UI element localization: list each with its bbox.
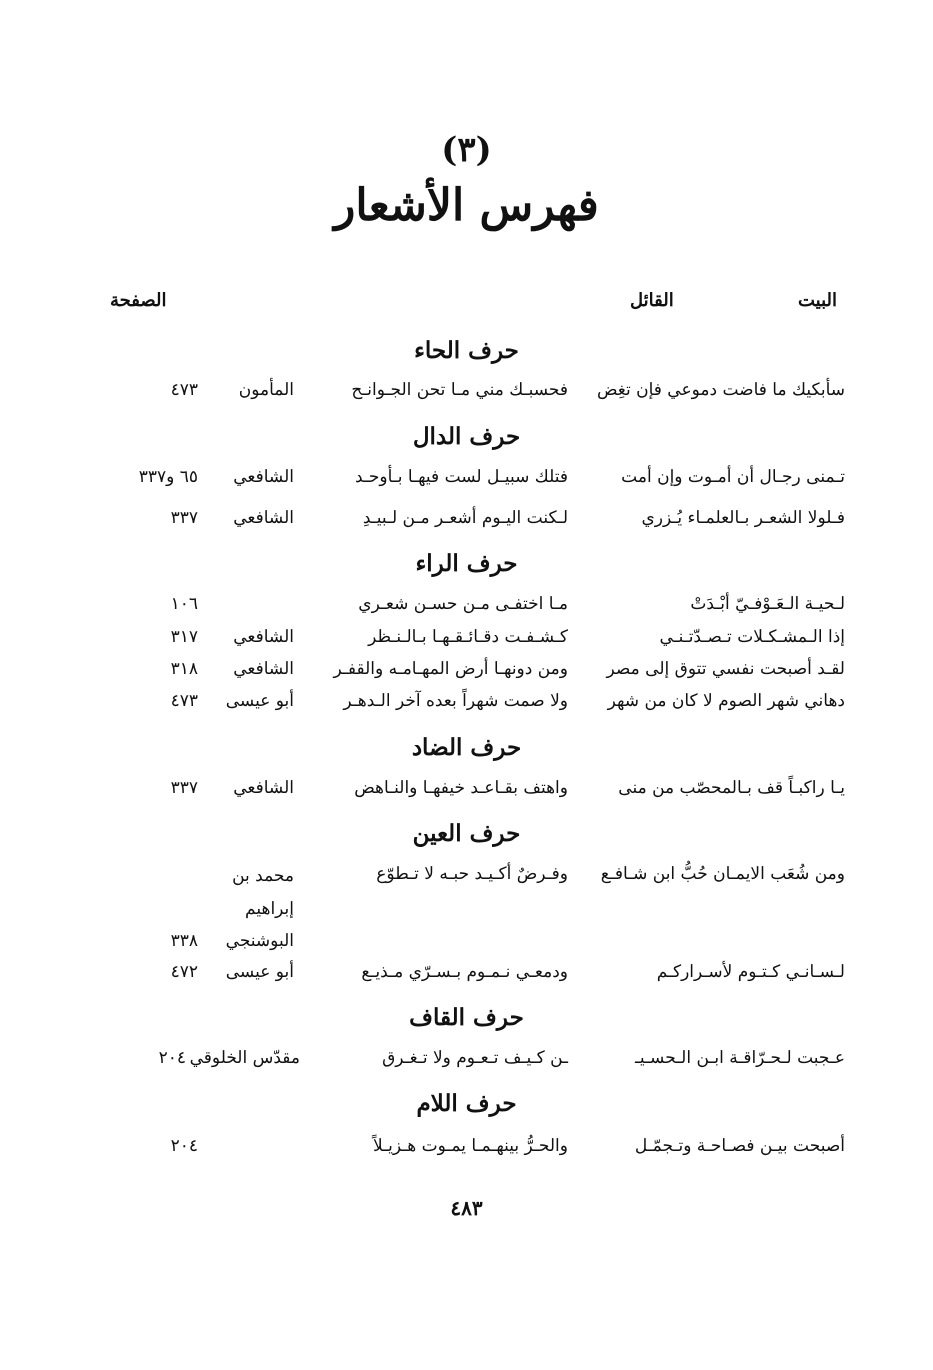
verse-second-hemistich: مـا اختفـى مـن حسـن شعـري [358,594,568,614]
verse-row [0,1048,933,1080]
verse-second-hemistich: ومن دونهـا أرض المهـامـه والقفـر [333,659,568,679]
section-heading-qaf: حرف القاف [409,1004,524,1031]
verse-poet: أبو عيسى [225,962,294,982]
verse-second-hemistich: لـكنت اليـوم أشعـر مـن لـبيـدِ [362,508,568,528]
verse-first-hemistich: سأبكيك ما فاضت دموعي فإن تغِض [596,380,845,400]
verse-first-hemistich: دهاني شهر الصوم لا كان من شهر [607,691,845,711]
verse-poet: الشافعي [233,659,294,679]
verse-row [0,931,933,963]
verse-poet: مقدّس الخلوقي [189,1048,300,1068]
verse-row [0,627,933,659]
verse-page: ١٠٦ [170,594,198,614]
verse-first-hemistich: لقـد أصبحت نفسي تتوق إلى مصر [606,659,845,679]
verse-first-hemistich: تـمنى رجـال أن أمـوت وإن أمت [621,467,845,487]
verse-second-hemistich: والحـرُّ بينهـمـا يمـوت هـزيـلاً [373,1136,568,1156]
verse-poet: المأمون [238,380,294,400]
index-title: فهرس الأشعار [334,180,599,231]
verse-page: ٤٧٣ [170,691,198,711]
verse-page: ٣٣٨ [170,931,198,951]
verse-poet-line: إبراهيم [245,899,294,919]
verse-row [0,778,933,810]
verse-poet: الشافعي [233,467,294,487]
verse-second-hemistich: ودمعـي نـمـوم بـسـرّي مـذيـع [361,962,568,982]
page-number: ٤٨٣ [450,1196,483,1220]
verse-page: ٣١٨ [170,659,198,679]
verse-row [0,864,933,896]
verse-first-hemistich: فـلولا الشعـر بـالعلمـاء يُـزري [641,508,845,528]
verse-second-hemistich: فحسبـك مني مـا تحن الجـوانـح [351,380,568,400]
verse-first-hemistich: لـسـانـي كـتـوم لأسـراركـم [656,962,845,982]
section-heading-ha: حرف الحاء [414,337,519,364]
verse-first-hemistich: ومن شُعَب الايمـان حُبُّ ابن شـافـع [600,864,845,884]
verse-second-hemistich: واهتف بقـاعـد خيفهـا والنـاهض [354,778,568,798]
verse-second-hemistich: ولا صمت شهراً بعده آخر الـدهـر [343,691,568,711]
verse-page: ٢٠٤ [158,1048,186,1068]
verse-second-hemistich: وفـرضٌ أكـيـد حبـه لا تـطوّع [376,864,568,884]
verse-first-hemistich: يـا راكبـاً قف بـالمحصّب من منى [618,778,845,798]
verse-page: ٢٠٤ [170,1136,198,1156]
verse-page: ٤٧٢ [170,962,198,982]
verse-first-hemistich: إذا الـمشـكـلات تـصـدّتـنـي [659,627,845,647]
section-heading-ain: حرف العين [412,820,521,847]
verse-page: ٦٥ و٣٣٧ [138,467,198,487]
column-header-poet: القائل [630,290,674,311]
verse-poet: أبو عيسى [225,691,294,711]
verse-poet-line: محمد بن [232,866,294,886]
verse-poet: الشافعي [233,778,294,798]
verse-row [0,1136,933,1168]
verse-second-hemistich: كـشـفـت دقـائـقـهـا بـالـنـظر [368,627,568,647]
verse-second-hemistich: فتلك سبيـل لست فيهـا بـأوحـد [355,467,568,487]
verse-row [0,691,933,723]
section-heading-dal: حرف الدال [412,423,521,450]
section-heading-lam: حرف اللام [416,1090,517,1117]
verse-page: ٣٣٧ [170,508,198,528]
verse-row [0,594,933,626]
verse-poet: البوشنجي [225,931,294,951]
verse-row [0,659,933,691]
verse-page: ٣٣٧ [170,778,198,798]
verse-row [0,508,933,540]
verse-row [0,467,933,499]
verse-second-hemistich: ـن كـيـف تـعـوم ولا تـغـرق [382,1048,568,1068]
section-heading-ra: حرف الراء [415,550,518,577]
verse-page: ٤٧٣ [170,380,198,400]
verse-first-hemistich: عـجبت لـحـرّاقـة ابـن الـحسـيـ [634,1048,845,1068]
section-heading-dad: حرف الضاد [411,734,522,761]
column-header-verse: البيت [797,290,837,311]
verse-poet: الشافعي [233,508,294,528]
chapter-number: (٣) [441,130,492,170]
verse-page: ٣١٧ [170,627,198,647]
verse-row [0,962,933,994]
verse-first-hemistich: لـحيـة الـعَـوْفـيّ أبْـدَتْ [690,594,845,614]
verse-first-hemistich: أصبحت بيـن فصـاحـة وتـجمّـل [634,1136,845,1156]
verse-row [0,380,933,412]
verse-poet: الشافعي [233,627,294,647]
column-header-page: الصفحة [110,290,167,311]
